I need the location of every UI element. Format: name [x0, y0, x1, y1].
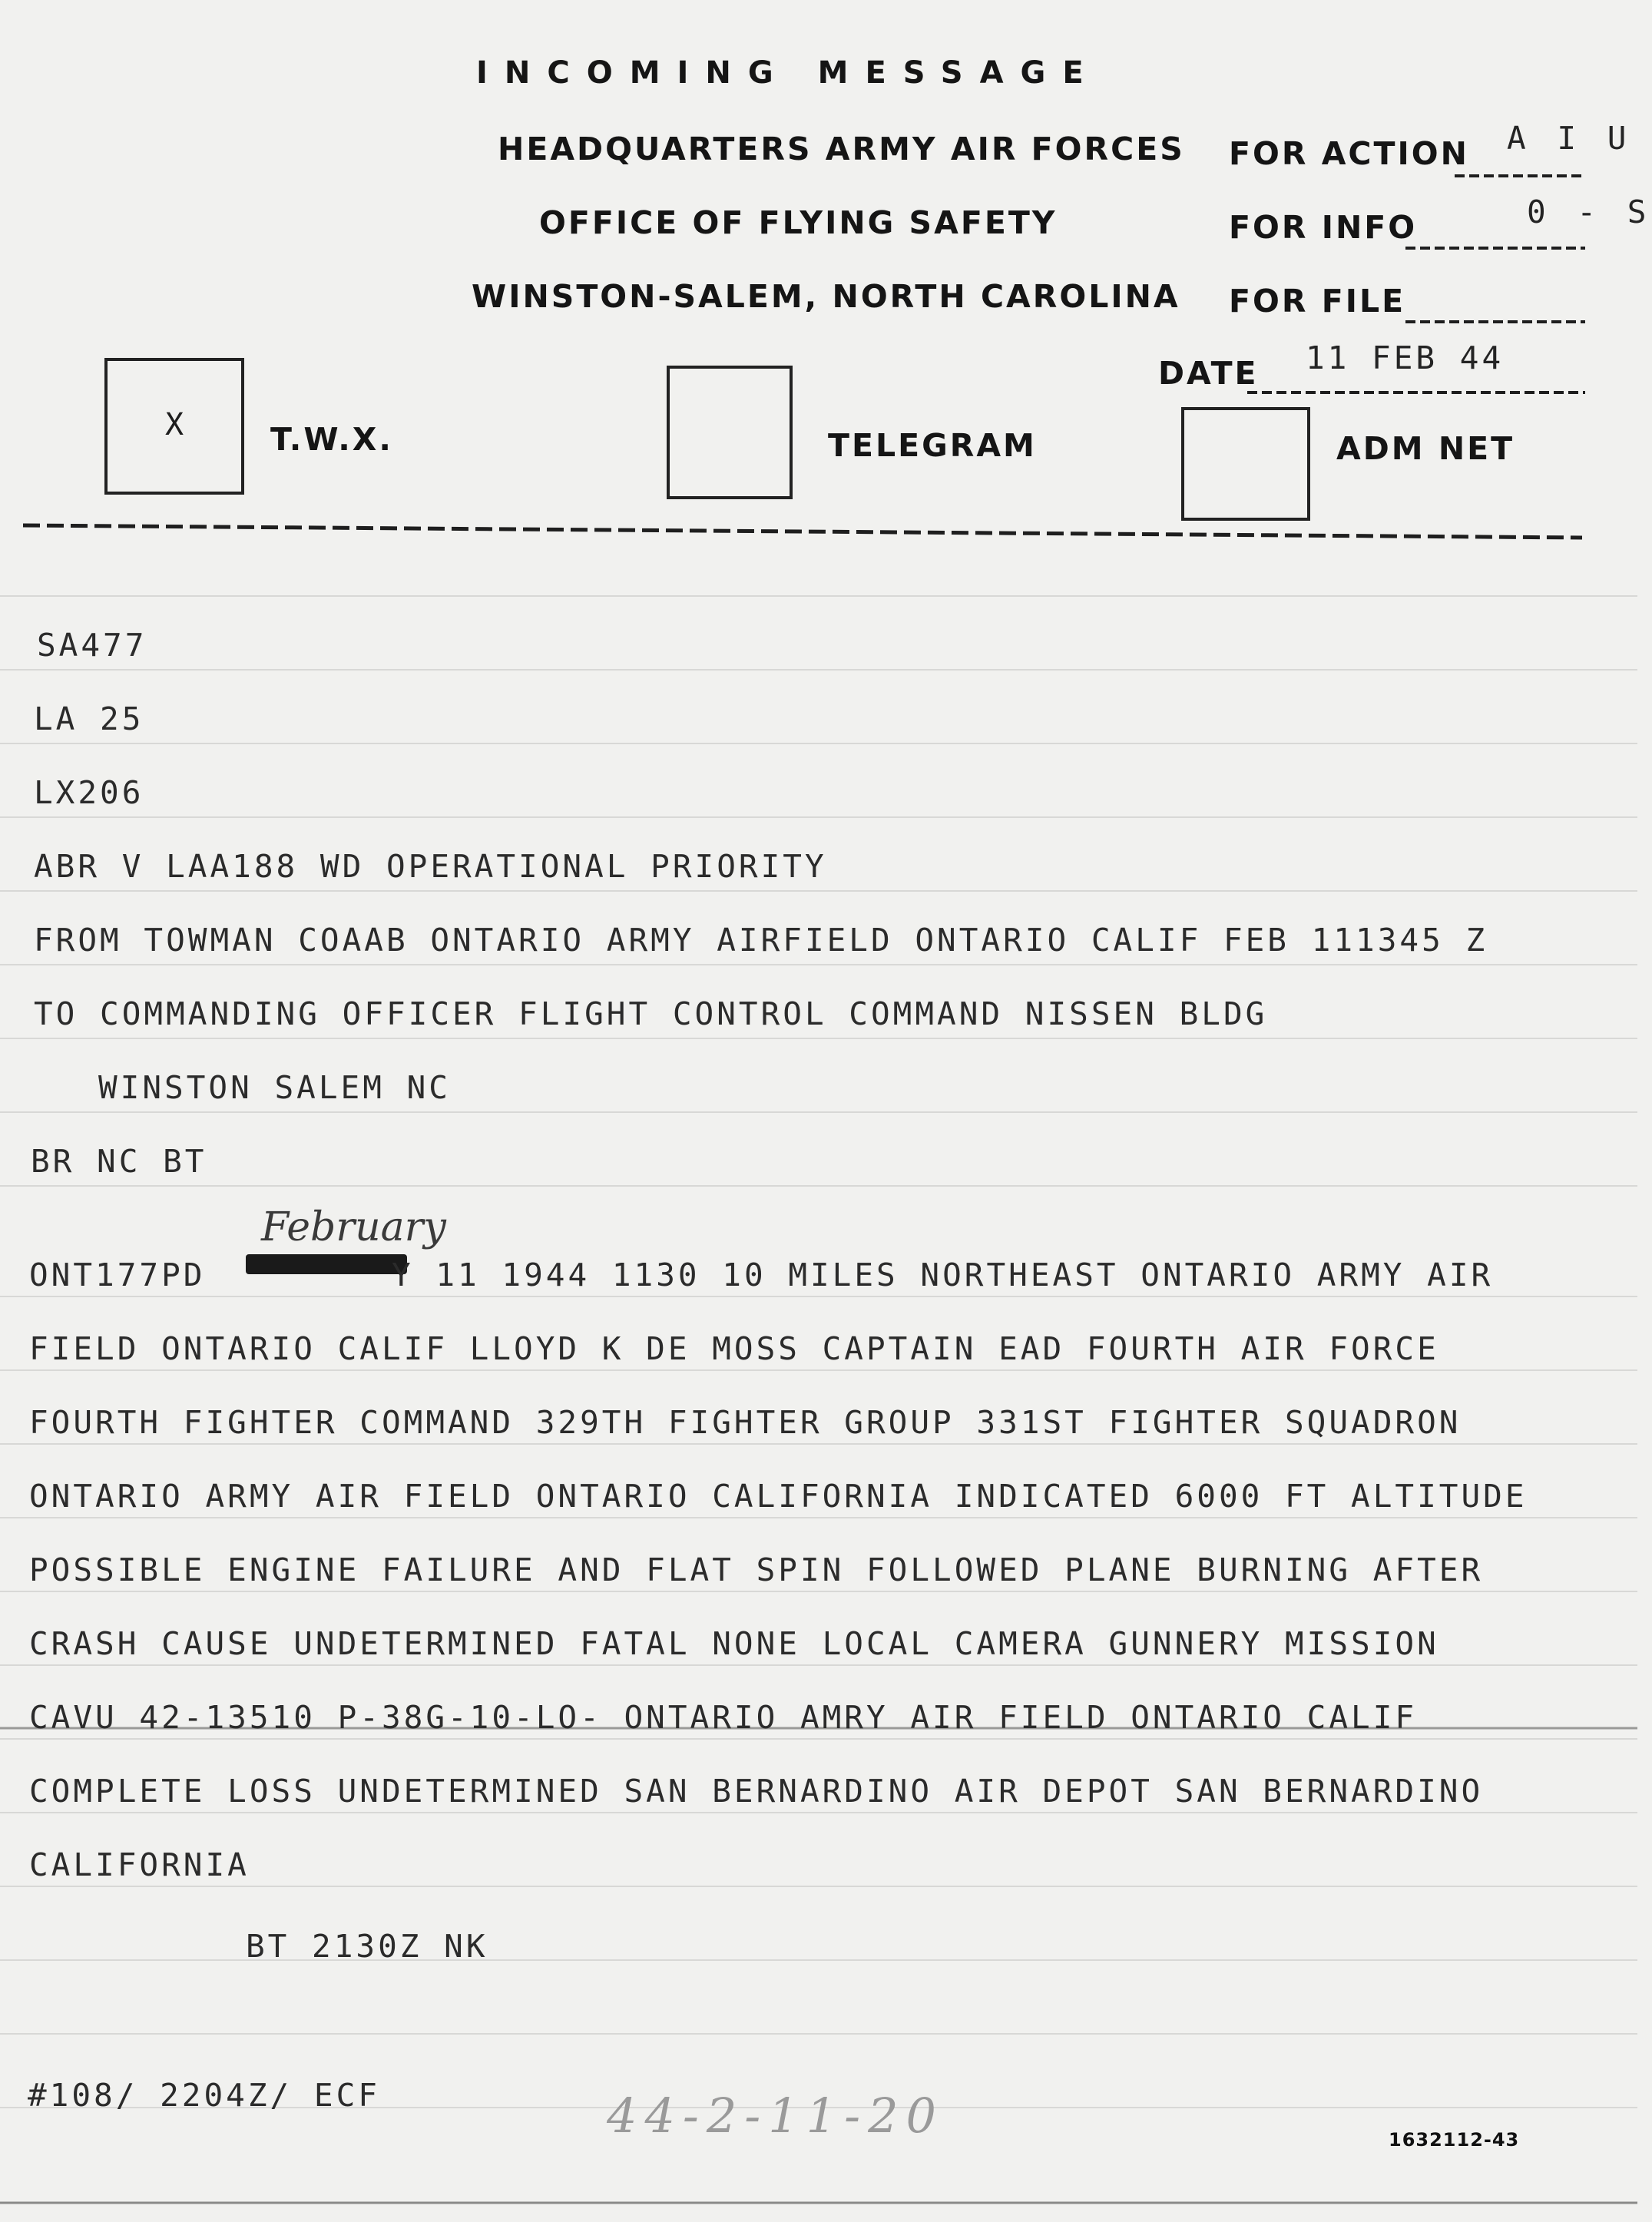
- twx-checkbox: [104, 358, 244, 495]
- twx-check-mark: X: [164, 407, 184, 442]
- body-line: ONTARIO ARMY AIR FIELD ONTARIO CALIFORNIA INDICATED 6000 FT ALTITUDE: [29, 1478, 1528, 1515]
- admnet-checkbox: [1181, 407, 1310, 521]
- twx-label: T.W.X.: [270, 421, 393, 458]
- for-action-value: A I U: [1507, 120, 1633, 157]
- reference-number: #108/ 2204Z/ ECF: [28, 2077, 380, 2114]
- form-title: INCOMING MESSAGE: [476, 55, 1101, 91]
- body-line: FIELD ONTARIO CALIF LLOYD K DE MOSS CAPTAIN EAD FOURTH AIR FORCE: [29, 1330, 1439, 1367]
- headquarters-line: HEADQUARTERS ARMY AIR FORCES: [498, 131, 1185, 167]
- body-line: CRASH CAUSE UNDETERMINED FATAL NONE LOCAL CAMERA GUNNERY MISSION: [29, 1625, 1439, 1662]
- body-line: POSSIBLE ENGINE FAILURE AND FLAT SPIN FOLLOWED PLANE BURNING AFTER: [29, 1551, 1484, 1588]
- file-stamp: 1632112-43: [1389, 2129, 1520, 2151]
- struck-out-word: [246, 1254, 407, 1274]
- message-line: TO COMMANDING OFFICER FLIGHT CONTROL COMMAND NISSEN BLDG: [34, 995, 1268, 1032]
- message-line: BR NC BT: [31, 1143, 207, 1180]
- body-line: FOURTH FIGHTER COMMAND 329TH FIGHTER GROUP 331ST FIGHTER SQUADRON: [29, 1404, 1462, 1441]
- body-line: CAVU 42-13510 P-38G-10-LO- ONTARIO AMRY AIR FIELD ONTARIO CALIF: [29, 1699, 1418, 1736]
- closing-line: BT 2130Z NK: [246, 1928, 488, 1965]
- for-file-label: FOR FILE: [1229, 283, 1406, 320]
- date-value: 11 FEB 44: [1306, 339, 1505, 376]
- message-line: FROM TOWMAN COAAB ONTARIO ARMY AIRFIELD ONTARIO CALIF FEB 111345 Z: [34, 922, 1488, 959]
- office-line: OFFICE OF FLYING SAFETY: [539, 204, 1058, 241]
- handwritten-month: February: [261, 1204, 446, 1250]
- date-label: DATE: [1158, 355, 1259, 392]
- telegram-label: TELEGRAM: [828, 427, 1037, 464]
- for-action-label: FOR ACTION: [1229, 135, 1469, 172]
- for-info-value: 0 - S: [1527, 194, 1652, 230]
- body-line-first-prefix: ONT177PD: [29, 1257, 206, 1293]
- handwritten-file-date: 44-2-11-20: [607, 2088, 944, 2144]
- telegram-checkbox: [667, 366, 793, 499]
- admnet-label: ADM NET: [1336, 430, 1515, 467]
- body-line: CALIFORNIA: [29, 1846, 250, 1883]
- location-line: WINSTON-SALEM, NORTH CAROLINA: [472, 278, 1180, 315]
- for-info-label: FOR INFO: [1229, 209, 1418, 246]
- message-line: WINSTON SALEM NC: [98, 1069, 451, 1106]
- message-line: SA477: [37, 627, 147, 664]
- body-line-first-rest: Y 11 1944 1130 10 MILES NORTHEAST ONTARIO ARMY AIR: [392, 1257, 1494, 1293]
- body-line: COMPLETE LOSS UNDETERMINED SAN BERNARDINO AIR DEPOT SAN BERNARDINO: [29, 1773, 1484, 1810]
- message-line: ABR V LAA188 WD OPERATIONAL PRIORITY: [34, 848, 827, 885]
- message-line: LA 25: [34, 700, 144, 737]
- message-line: LX206: [34, 774, 144, 811]
